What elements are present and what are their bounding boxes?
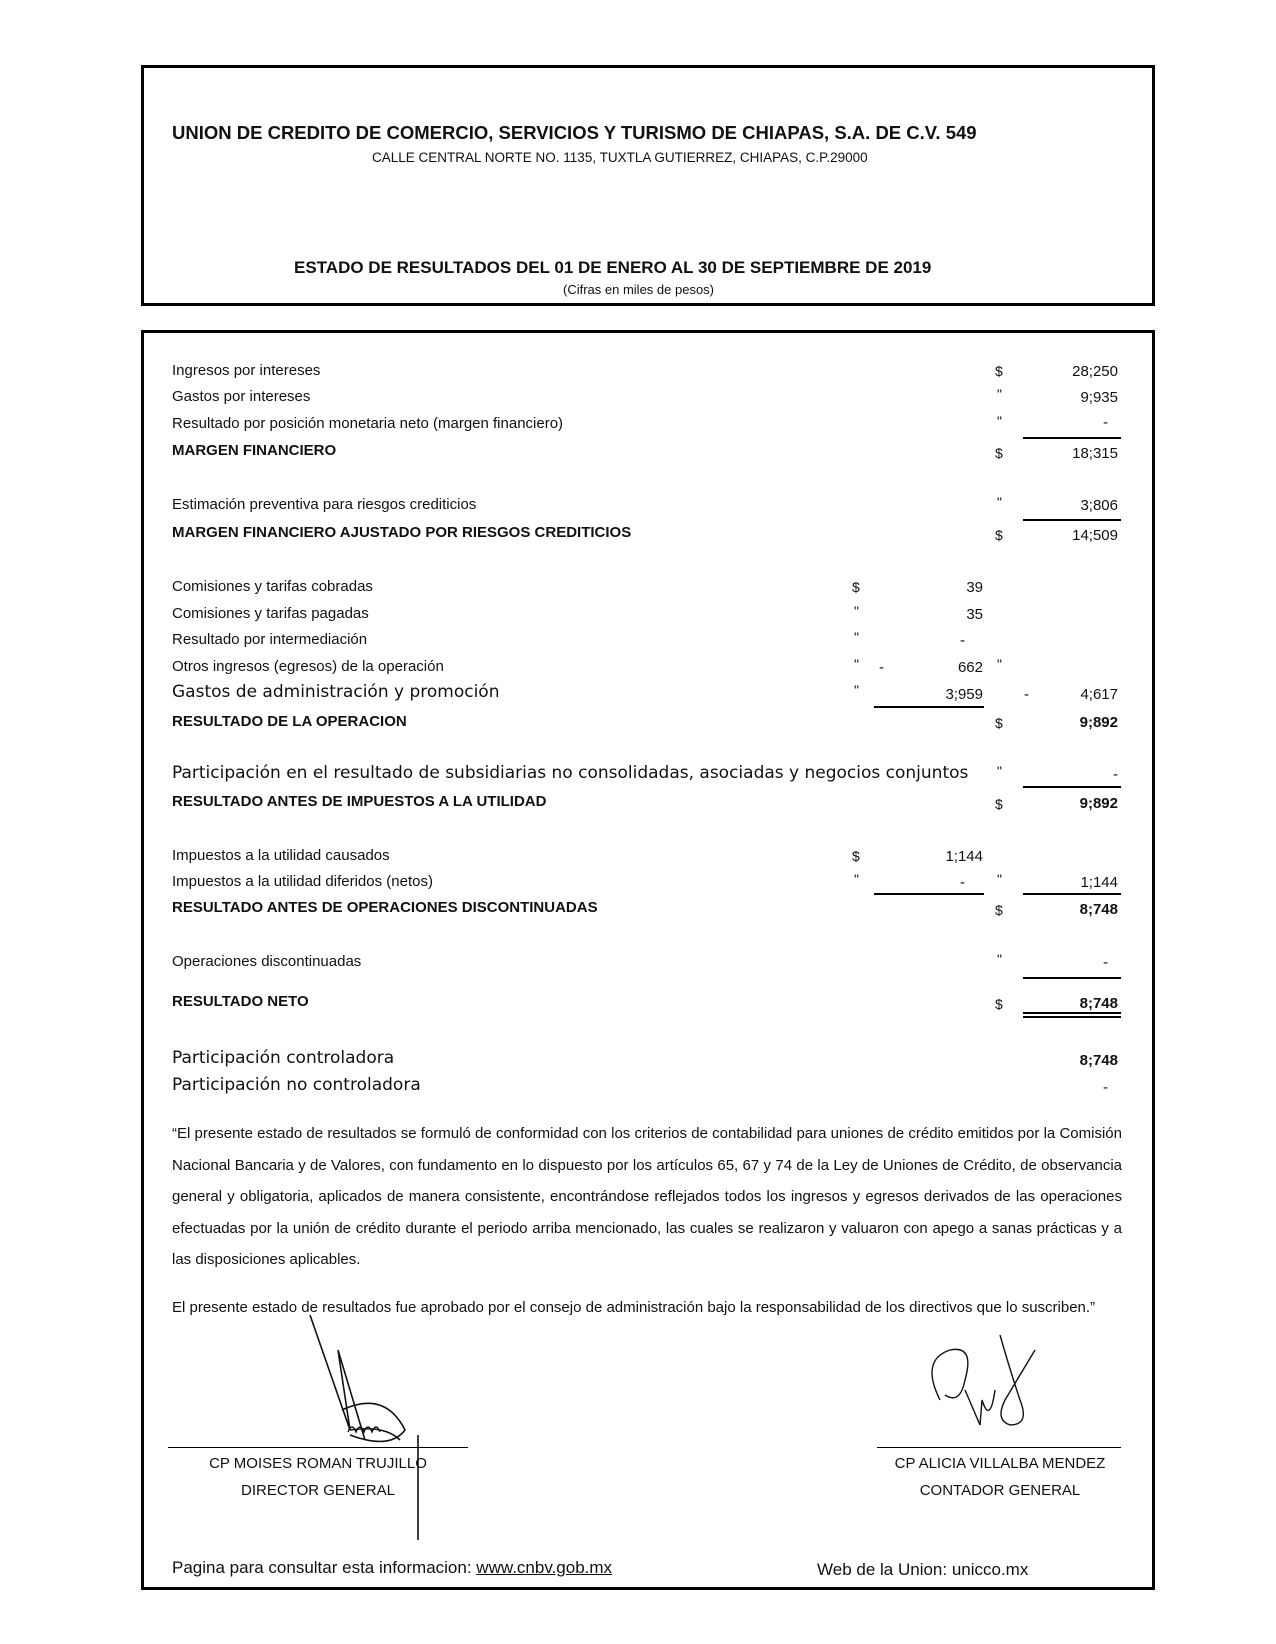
row-value-resultado-posicion: -	[1103, 414, 1108, 431]
row-label-margen-ajustado: MARGEN FINANCIERO AJUSTADO POR RIESGOS CREDITICIOS	[172, 524, 632, 541]
currency-mark: $	[995, 445, 1003, 461]
row-label-resultado-neto: RESULTADO NETO	[172, 993, 309, 1010]
statement-subtitle: (Cifras en miles de pesos)	[563, 282, 714, 297]
row-value-impuestos-diferidos: -	[960, 874, 965, 891]
ditto-mark: "	[997, 413, 1002, 429]
signer-left-title: DIRECTOR GENERAL	[241, 1482, 395, 1499]
cnbv-link[interactable]: www.cnbv.gob.mx	[476, 1558, 613, 1577]
currency-mark: $	[995, 796, 1003, 812]
negative-sign: -	[1024, 686, 1029, 703]
row-label-comisiones-cobradas: Comisiones y tarifas cobradas	[172, 578, 373, 595]
row-label-participacion-no-controladora: Participación no controladora	[172, 1075, 421, 1095]
row-label-operaciones-discontinuadas: Operaciones discontinuadas	[172, 953, 362, 970]
signature-left	[290, 1310, 450, 1550]
row-value-margen-ajustado: 14;509	[1072, 527, 1118, 544]
currency-mark: $	[852, 848, 860, 864]
row-label-participacion-controladora: Participación controladora	[172, 1048, 395, 1068]
subtotal-line	[874, 893, 984, 895]
ditto-mark: "	[997, 386, 1002, 402]
currency-mark: $	[995, 902, 1003, 918]
total-double-line	[1023, 1016, 1121, 1018]
row-label-comisiones-pagadas: Comisiones y tarifas pagadas	[172, 605, 369, 622]
row-label-estimacion: Estimación preventiva para riesgos crediticios	[172, 496, 477, 513]
approval-note-paragraph: El presente estado de resultados fue aprobado por el consejo de administración bajo la responsabilidad de los directivos que lo suscriben.”	[172, 1299, 1096, 1316]
row-label-intermediacion: Resultado por intermediación	[172, 631, 368, 648]
subtotal-line	[1023, 786, 1121, 788]
row-value-gastos-intereses: 9;935	[1080, 389, 1118, 406]
row-label-gastos-admin: Gastos de administración y promoción	[172, 682, 500, 702]
statement-title: ESTADO DE RESULTADOS DEL 01 DE ENERO AL 30 DE SEPTIEMBRE DE 2019	[294, 258, 932, 277]
row-label-resultado-posicion: Resultado por posición monetaria neto (margen financiero)	[172, 415, 564, 432]
legal-note-paragraph: “El presente estado de resultados se formuló de conformidad con los criterios de contabilidad para uniones de crédito emitidos por la Comisión Nacional Bancaria y de Valores, con fundamento en lo dispuesto por los artículos 65, 67 y 74 de la Ley de Uniones de Crédito, de observancia general y obligatoria, aplicados de manera consistente, encontrándose reflejados todos los ingresos y egresos derivados de las operaciones efectuadas por la unión de crédito durante el periodo arriba mencionado, las cuales se realizaron y valuaron con apego a sanas prácticas y a las disposiciones aplicables.	[172, 1125, 1122, 1268]
ditto-mark: "	[997, 951, 1002, 967]
ditto-mark: "	[997, 871, 1002, 887]
row-label-resultado-antes-impuestos: RESULTADO ANTES DE IMPUESTOS A LA UTILIDAD	[172, 793, 547, 810]
row-label-margen-financiero: MARGEN FINANCIERO	[172, 442, 337, 459]
subtotal-line	[1023, 977, 1121, 979]
row-value-operaciones-discontinuadas: -	[1103, 954, 1108, 971]
signer-left-name: CP MOISES ROMAN TRUJILLO	[209, 1455, 427, 1472]
subtotal-line	[1023, 893, 1121, 895]
row-value-impuestos-causados: 1;144	[945, 848, 983, 865]
subtotal-line	[1023, 437, 1121, 439]
row-value-participacion-subsidiarias: -	[1113, 766, 1118, 783]
footer-left	[172, 1558, 612, 1578]
row-label-gastos-intereses: Gastos por intereses	[172, 388, 311, 405]
row-value-estimacion: 3;806	[1080, 497, 1118, 514]
row-value-comisiones-pagadas: 35	[966, 606, 983, 623]
row-value-impuestos-diferidos-total: 1;144	[1080, 874, 1118, 891]
signer-right-title: CONTADOR GENERAL	[919, 1482, 1081, 1499]
currency-mark: $	[995, 715, 1003, 731]
ditto-mark: "	[997, 656, 1002, 672]
row-value-margen-financiero: 18;315	[1072, 445, 1118, 462]
row-value-gastos-admin: 3;959	[945, 686, 983, 703]
row-value-participacion-no-controladora: -	[1103, 1079, 1108, 1096]
signature-line-right	[877, 1447, 1121, 1448]
subtotal-line	[1023, 519, 1121, 521]
footer-right-text: Web de la Union: unicco.mx	[817, 1560, 1029, 1579]
row-value-otros-ingresos: 662	[957, 659, 983, 676]
row-value-gastos-admin-total: 4;617	[1080, 686, 1118, 703]
row-value-resultado-operacion: 9;892	[1079, 714, 1118, 731]
row-label-ingresos-intereses: Ingresos por intereses	[172, 362, 321, 379]
row-value-resultado-neto: 8;748	[1079, 995, 1118, 1012]
row-label-impuestos-causados: Impuestos a la utilidad causados	[172, 847, 390, 864]
row-value-intermediacion: -	[960, 632, 965, 649]
currency-mark: $	[852, 579, 860, 595]
ditto-mark: "	[854, 682, 859, 698]
row-value-comisiones-cobradas: 39	[966, 579, 983, 596]
total-double-line	[1023, 1012, 1121, 1014]
row-value-participacion-controladora: 8;748	[1079, 1052, 1118, 1069]
currency-mark: $	[995, 363, 1003, 379]
row-value-resultado-antes-impuestos: 9;892	[1079, 795, 1118, 812]
ditto-mark: "	[854, 629, 859, 645]
currency-mark: $	[995, 996, 1003, 1012]
company-address: CALLE CENTRAL NORTE NO. 1135, TUXTLA GUTIERREZ, CHIAPAS, C.P.29000	[372, 150, 868, 165]
ditto-mark: "	[997, 763, 1002, 779]
row-label-otros-ingresos: Otros ingresos (egresos) de la operación	[172, 658, 444, 675]
ditto-mark: "	[854, 656, 859, 672]
negative-sign: -	[879, 659, 884, 676]
ditto-mark: "	[854, 603, 859, 619]
row-label-resultado-operacion: RESULTADO DE LA OPERACION	[172, 713, 407, 730]
row-label-resultado-antes-discontinuadas: RESULTADO ANTES DE OPERACIONES DISCONTINUADAS	[172, 899, 598, 916]
row-value-resultado-antes-discontinuadas: 8;748	[1079, 901, 1118, 918]
ditto-mark: "	[854, 871, 859, 887]
footer-left-text: Pagina para consultar esta informacion:	[172, 1558, 472, 1577]
signature-line-left	[168, 1447, 468, 1448]
signature-right	[920, 1330, 1050, 1440]
subtotal-line	[874, 706, 984, 708]
company-name: UNION DE CREDITO DE COMERCIO, SERVICIOS Y TURISMO DE CHIAPAS, S.A. DE C.V. 549	[172, 122, 977, 143]
row-label-impuestos-diferidos: Impuestos a la utilidad diferidos (netos)	[172, 873, 433, 890]
signer-right-name: CP ALICIA VILLALBA MENDEZ	[894, 1455, 1106, 1472]
ditto-mark: "	[997, 494, 1002, 510]
row-value-ingresos-intereses: 28;250	[1072, 363, 1118, 380]
currency-mark: $	[995, 527, 1003, 543]
row-label-participacion-subsidiarias: Participación en el resultado de subsidiarias no consolidadas, asociadas y negocios conjuntos	[172, 763, 969, 783]
